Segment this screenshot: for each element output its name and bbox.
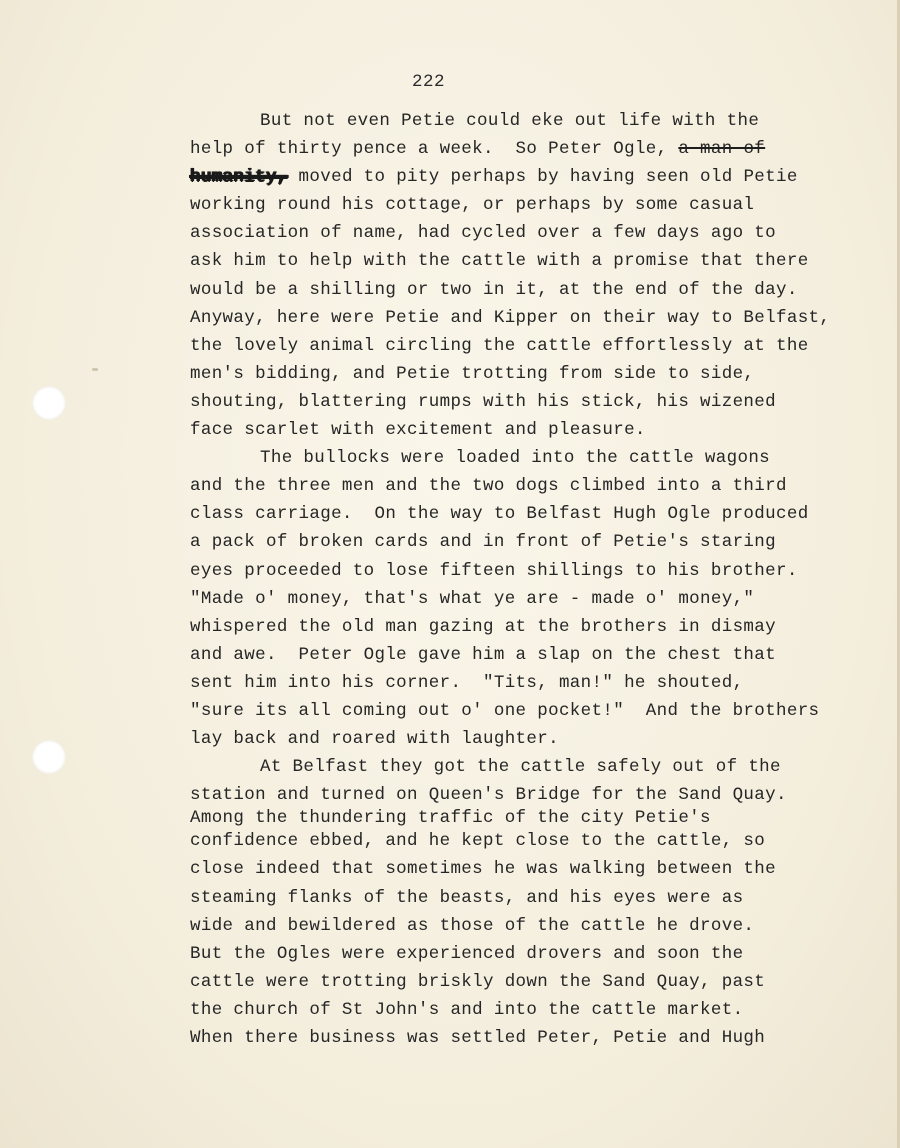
text-line: But not even Petie could eke out life with the	[260, 111, 760, 131]
text-line: Among the thundering traffic of the city Petie's	[190, 808, 711, 829]
typed-body-text	[190, 107, 890, 1052]
text-line: But the Ogles were experienced drovers and soon the	[190, 943, 744, 964]
text-line: the lovely animal circling the cattle effortlessly at the	[190, 335, 809, 356]
page-number: 222	[412, 72, 446, 92]
text-line: "Made o' money, that's what ye are - made o' money,"	[190, 588, 755, 609]
struck-out-text: a man of	[678, 139, 766, 160]
text-line: men's bidding, and Petie trotting from side to side,	[190, 363, 755, 384]
text-line: eyes proceeded to lose fifteen shillings to his brother.	[190, 560, 798, 581]
text-line: class carriage. On the way to Belfast Hugh Ogle produced	[190, 504, 809, 525]
text-line: whispered the old man gazing at the brothers in dismay	[190, 616, 776, 637]
text-line	[190, 135, 890, 163]
text-line: At Belfast they got the cattle safely out of the	[260, 757, 781, 778]
text-line: sent him into his corner. "Tits, man!" he shouted,	[190, 672, 744, 693]
paper-mark	[92, 368, 98, 371]
text-line: working round his cottage, or perhaps by some casual	[190, 195, 755, 216]
text-line: face scarlet with excitement and pleasure.	[190, 420, 646, 441]
text-line	[190, 163, 890, 191]
text-line: Anyway, here were Petie and Kipper on their way to Belfast,	[190, 307, 831, 328]
text-line: the church of St John's and into the cattle market.	[190, 999, 744, 1020]
text-line: close indeed that sometimes he was walking between the	[190, 859, 776, 880]
text-line: confidence ebbed, and he kept close to the cattle, so	[190, 831, 766, 852]
text-segment: moved to pity perhaps by having seen old Petie	[298, 167, 798, 188]
text-line: ask him to help with the cattle with a promise that there	[190, 251, 809, 272]
text-line: station and turned on Queen's Bridge for the Sand Quay.	[190, 785, 787, 806]
text-line: lay back and roared with laughter.	[190, 729, 559, 750]
text-line: The bullocks were loaded into the cattle wagons	[260, 448, 771, 469]
text-segment: help of thirty pence a week. So Peter Ogle,	[190, 139, 668, 160]
text-line: When there business was settled Peter, Petie and Hugh	[190, 1028, 766, 1048]
text-line: and awe. Peter Ogle gave him a slap on the chest that	[190, 644, 776, 665]
text-line: steaming flanks of the beasts, and his eyes were as	[190, 887, 744, 908]
text-line: cattle were trotting briskly down the Sand Quay, past	[190, 971, 766, 992]
struck-out-text: humanity,	[190, 167, 288, 188]
text-line: "sure its all coming out o' one pocket!" And the brothers	[190, 700, 820, 721]
text-line: wide and bewildered as those of the cattle he drove.	[190, 915, 755, 936]
punch-hole-upper	[32, 386, 66, 420]
punch-hole-lower	[32, 740, 66, 774]
text-line: a pack of broken cards and in front of Petie's staring	[190, 532, 776, 553]
text-line: association of name, had cycled over a few days ago to	[190, 223, 776, 244]
text-line: and the three men and the two dogs climbed into a third	[190, 476, 787, 497]
text-line: shouting, blattering rumps with his stick, his wizened	[190, 391, 776, 412]
text-line: would be a shilling or two in it, at the end of the day.	[190, 279, 798, 300]
